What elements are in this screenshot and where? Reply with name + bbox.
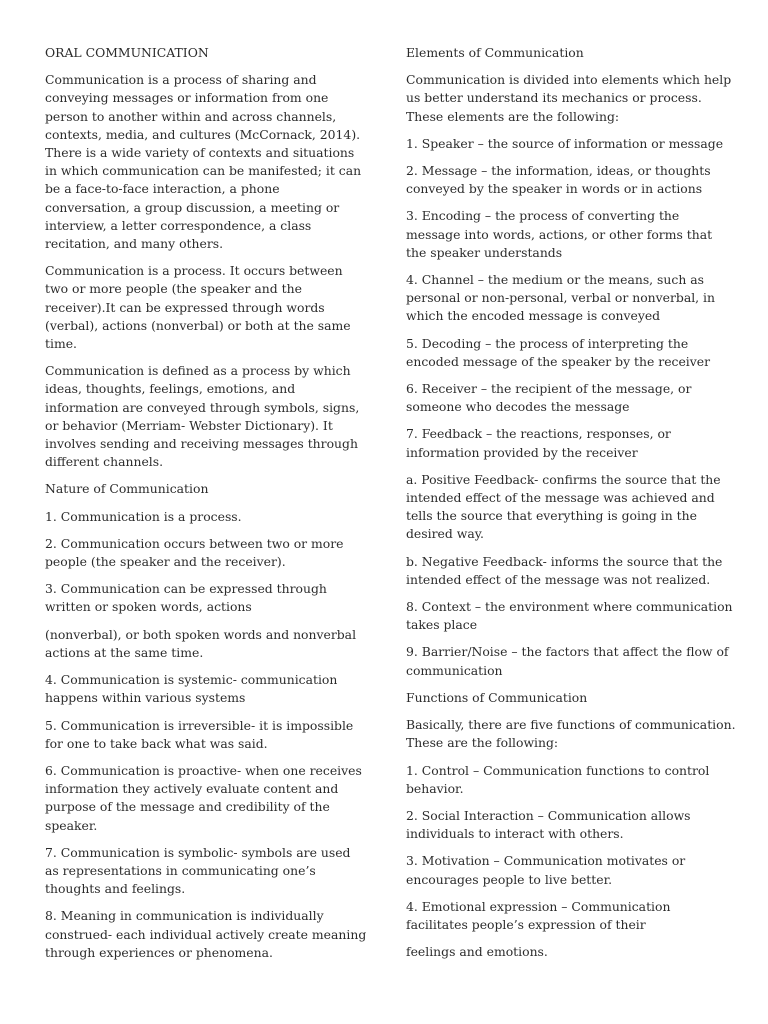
nature-item: 6. Communication is proactive- when one receives information they actively evaluate content and purpose of the message and credibility of the speaker. xyxy=(45,762,362,833)
nature-item: 3. Communication can be expressed through written or spoken words, actions xyxy=(45,581,327,615)
element-item: 8. Context – the environment where communication takes place xyxy=(406,599,733,633)
feedback-subitem: b. Negative Feedback- informs the source that the intended effect of the message was not realized. xyxy=(406,553,723,587)
right-column xyxy=(406,44,736,970)
element-item: 7. Feedback – the reactions, responses, or information provided by the receiver xyxy=(406,426,671,460)
left-column xyxy=(45,44,367,971)
nature-item: 8. Meaning in communication is individually construed- each individual actively create meaning through experiences or phenomena. xyxy=(45,908,367,960)
nature-heading: Nature of Communication xyxy=(45,481,209,497)
function-item: 2. Social Interaction – Communication allows individuals to interact with others. xyxy=(406,807,691,842)
definition-paragraph: Communication is a process of sharing and conveying messages or information from one person to another within and across channels, contexts, media, and cultures (McCornack, 2014). There is a wide variety of contexts and situations in which communication can be manifested; it can be a face-to-face interaction, a phone conversation, a group discussion, a meeting or interview, a letter correspondence, a class recitation, and many others. xyxy=(45,72,362,252)
nature-item: 2. Communication occurs between two or more people (the speaker and the receiver). xyxy=(45,535,344,570)
elements-intro: Communication is divided into elements which help us better understand its mechanics or process. These elements are the following: xyxy=(406,72,732,124)
function-item: 1. Control – Communication functions to control behavior. xyxy=(406,762,710,796)
function-item: feelings and emotions. xyxy=(406,944,548,960)
nature-item: 5. Communication is irreversible- it is impossible for one to take back what was said. xyxy=(45,717,354,751)
functions-intro: Basically, there are five functions of communication. These are the following: xyxy=(406,717,736,751)
element-item: 1. Speaker – the source of information or message xyxy=(406,135,724,151)
functions-heading: Functions of Communication xyxy=(406,689,588,705)
element-item: 4. Channel – the medium or the means, such as personal or non-personal, verbal or nonverbal, in which the encoded message is conveyed xyxy=(406,272,715,324)
function-item: 4. Emotional expression – Communication facilitates people’s expression of their xyxy=(406,898,671,932)
document-title: ORAL COMMUNICATION xyxy=(45,45,209,60)
nature-item: 4. Communication is systemic- communication happens within various systems xyxy=(45,672,338,706)
element-item: 9. Barrier/Noise – the factors that affect the flow of communication xyxy=(406,644,729,678)
element-item: 5. Decoding – the process of interpreting the encoded message of the speaker by the receiver xyxy=(406,335,711,369)
nature-item: 1. Communication is a process. xyxy=(45,508,242,524)
element-item: 3. Encoding – the process of converting the message into words, actions, or other forms that the speaker understands xyxy=(406,208,713,260)
nature-item: (nonverbal), or both spoken words and nonverbal actions at the same time. xyxy=(45,626,357,660)
element-item: 6. Receiver – the recipient of the message, or someone who decodes the message xyxy=(406,381,692,415)
element-item: 2. Message – the information, ideas, or thoughts conveyed by the speaker in words or in actions xyxy=(406,163,711,197)
feedback-subitem: a. Positive Feedback- confirms the source that the intended effect of the message was achieved and tells the source that everything is going in the desired way. xyxy=(406,471,721,542)
dictionary-definition-paragraph: Communication is defined as a process by which ideas, thoughts, feelings, emotions, and information are conveyed through symbols, signs, or behavior (Merriam- Webster Dictionary). It involves sending and receiving messages through different channels. xyxy=(45,363,360,470)
elements-heading: Elements of Communication xyxy=(406,45,584,60)
function-item: 3. Motivation – Communication motivates or encourages people to live better. xyxy=(406,853,686,887)
process-paragraph: Communication is a process. It occurs between two or more people (the speaker and the receiver).It can be expressed through words (verbal), actions (nonverbal) or both at the same time. xyxy=(45,263,351,352)
nature-item: 7. Communication is symbolic- symbols are used as representations in communicating one’s thoughts and feelings. xyxy=(45,844,351,897)
